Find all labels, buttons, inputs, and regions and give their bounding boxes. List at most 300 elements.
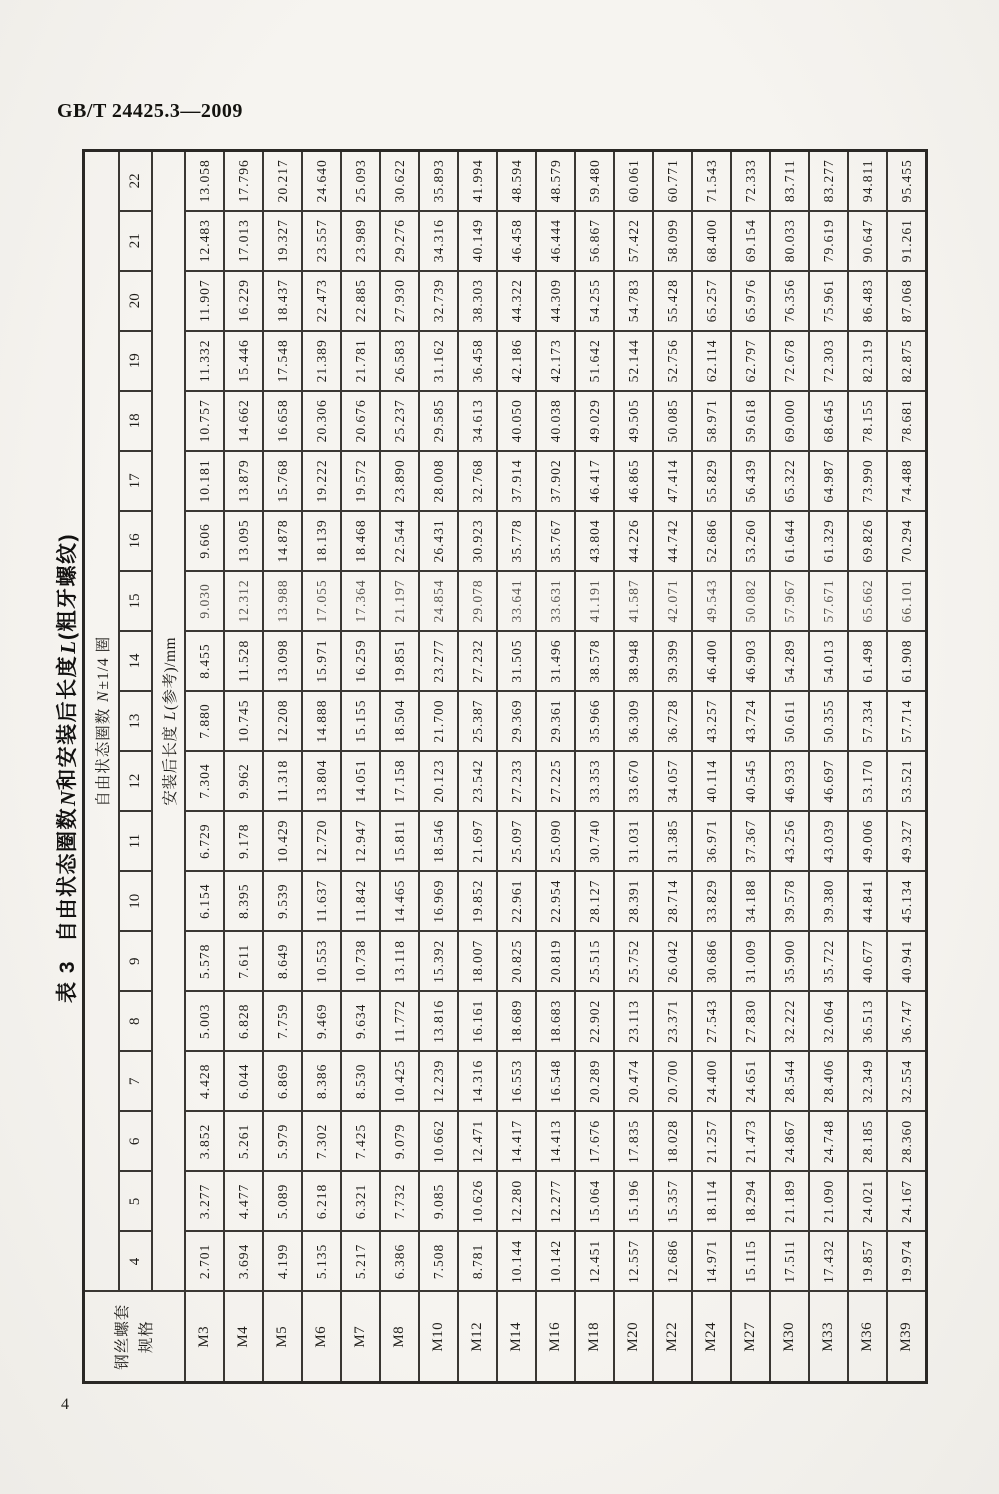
length-value-cell: 10.429 xyxy=(263,811,302,871)
length-value-cell: 12.471 xyxy=(458,1111,497,1171)
spec-label: M4 xyxy=(224,1292,263,1383)
length-value-cell: 14.878 xyxy=(263,511,302,571)
table-title-l-variable: L xyxy=(56,641,80,654)
length-value-cell: 64.987 xyxy=(809,451,848,511)
n-value-header: 19 xyxy=(119,331,152,391)
length-value-cell: 38.303 xyxy=(458,271,497,331)
length-value-cell: 62.797 xyxy=(731,331,770,391)
length-value-cell: 23.557 xyxy=(302,211,341,271)
table-row xyxy=(653,151,692,1383)
length-value-cell: 12.720 xyxy=(302,811,341,871)
length-value-cell: 56.439 xyxy=(731,451,770,511)
length-value-cell: 13.098 xyxy=(263,631,302,691)
spec-label: M33 xyxy=(809,1292,848,1383)
length-value-cell: 30.740 xyxy=(575,811,614,871)
length-value-cell: 76.356 xyxy=(770,271,809,331)
length-value-cell: 35.767 xyxy=(536,511,575,571)
table-row xyxy=(185,151,224,1383)
length-value-cell: 86.483 xyxy=(848,271,887,331)
length-value-cell: 57.967 xyxy=(770,571,809,631)
length-value-cell: 6.044 xyxy=(224,1051,263,1111)
length-value-cell: 31.009 xyxy=(731,931,770,991)
length-value-cell: 14.417 xyxy=(497,1111,536,1171)
length-value-cell: 33.631 xyxy=(536,571,575,631)
spec-label: M30 xyxy=(770,1292,809,1383)
length-value-cell: 12.686 xyxy=(653,1231,692,1291)
length-value-cell: 24.854 xyxy=(419,571,458,631)
length-value-cell: 52.144 xyxy=(614,331,653,391)
length-value-cell: 53.170 xyxy=(848,751,887,811)
spec-label: M12 xyxy=(458,1292,497,1383)
length-value-cell: 17.432 xyxy=(809,1231,848,1291)
length-value-cell: 21.781 xyxy=(341,331,380,391)
length-value-cell: 28.391 xyxy=(614,871,653,931)
length-value-cell: 25.387 xyxy=(458,691,497,751)
length-value-cell: 9.030 xyxy=(185,571,224,631)
length-value-cell: 6.729 xyxy=(185,811,224,871)
length-value-cell: 15.155 xyxy=(341,691,380,751)
length-value-cell: 17.548 xyxy=(263,331,302,391)
length-value-cell: 31.031 xyxy=(614,811,653,871)
length-value-cell: 18.689 xyxy=(497,991,536,1051)
length-value-cell: 8.781 xyxy=(458,1231,497,1291)
length-value-cell: 37.367 xyxy=(731,811,770,871)
length-value-cell: 21.700 xyxy=(419,691,458,751)
length-value-cell: 18.468 xyxy=(341,511,380,571)
length-value-cell: 46.444 xyxy=(536,211,575,271)
n-value-header: 12 xyxy=(119,751,152,811)
length-value-cell: 28.360 xyxy=(887,1111,927,1171)
length-value-cell: 30.923 xyxy=(458,511,497,571)
length-value-cell: 4.477 xyxy=(224,1171,263,1231)
length-value-cell: 17.158 xyxy=(380,751,419,811)
table-title-n-variable: N xyxy=(56,790,80,806)
length-value-cell: 32.554 xyxy=(887,1051,927,1111)
length-value-cell: 4.428 xyxy=(185,1051,224,1111)
length-value-cell: 61.498 xyxy=(848,631,887,691)
length-value-cell: 65.662 xyxy=(848,571,887,631)
length-value-cell: 27.543 xyxy=(692,991,731,1051)
length-value-cell: 83.277 xyxy=(809,151,848,211)
table-row xyxy=(575,151,614,1383)
length-value-cell: 16.553 xyxy=(497,1051,536,1111)
length-value-cell: 28.544 xyxy=(770,1051,809,1111)
length-value-cell: 78.681 xyxy=(887,391,927,451)
length-value-cell: 49.543 xyxy=(692,571,731,631)
length-value-cell: 14.465 xyxy=(380,871,419,931)
length-value-cell: 34.057 xyxy=(653,751,692,811)
length-value-cell: 65.257 xyxy=(692,271,731,331)
length-value-cell: 5.261 xyxy=(224,1111,263,1171)
length-value-cell: 32.739 xyxy=(419,271,458,331)
length-value-cell: 17.835 xyxy=(614,1111,653,1171)
n-value-header: 17 xyxy=(119,451,152,511)
length-value-cell: 52.686 xyxy=(692,511,731,571)
length-value-cell: 33.641 xyxy=(497,571,536,631)
length-value-cell: 13.095 xyxy=(224,511,263,571)
table-row xyxy=(341,151,380,1383)
table-title-suffix: (粗牙螺纹) xyxy=(56,533,79,640)
length-value-cell: 18.114 xyxy=(692,1171,731,1231)
length-value-cell: 72.303 xyxy=(809,331,848,391)
length-value-cell: 39.399 xyxy=(653,631,692,691)
length-value-cell: 15.392 xyxy=(419,931,458,991)
length-value-cell: 9.178 xyxy=(224,811,263,871)
length-value-cell: 22.473 xyxy=(302,271,341,331)
length-value-cell: 46.417 xyxy=(575,451,614,511)
length-value-cell: 8.386 xyxy=(302,1051,341,1111)
length-value-cell: 6.154 xyxy=(185,871,224,931)
length-value-cell: 35.893 xyxy=(419,151,458,211)
group-header-tolerance: ±1/4 圈 xyxy=(94,635,112,690)
length-value-cell: 91.261 xyxy=(887,211,927,271)
length-value-cell: 16.658 xyxy=(263,391,302,451)
length-value-cell: 18.294 xyxy=(731,1171,770,1231)
length-value-cell: 9.634 xyxy=(341,991,380,1051)
length-value-cell: 12.483 xyxy=(185,211,224,271)
length-value-cell: 13.804 xyxy=(302,751,341,811)
length-value-cell: 21.697 xyxy=(458,811,497,871)
length-value-cell: 54.289 xyxy=(770,631,809,691)
length-value-cell: 43.724 xyxy=(731,691,770,751)
length-value-cell: 10.745 xyxy=(224,691,263,751)
length-value-cell: 22.885 xyxy=(341,271,380,331)
n-value-header: 20 xyxy=(119,271,152,331)
length-value-cell: 46.933 xyxy=(770,751,809,811)
length-value-cell: 49.006 xyxy=(848,811,887,871)
table-row xyxy=(536,151,575,1383)
length-value-cell: 39.380 xyxy=(809,871,848,931)
length-value-cell: 40.149 xyxy=(458,211,497,271)
coils-length-table xyxy=(82,149,928,1384)
length-value-cell: 72.333 xyxy=(731,151,770,211)
group-header-n-variable: N xyxy=(94,690,112,702)
spec-label: M16 xyxy=(536,1292,575,1383)
n-value-header: 9 xyxy=(119,931,152,991)
length-value-cell: 19.327 xyxy=(263,211,302,271)
length-value-cell: 29.369 xyxy=(497,691,536,751)
length-value-cell: 10.425 xyxy=(380,1051,419,1111)
length-value-cell: 10.626 xyxy=(458,1171,497,1231)
length-value-cell: 6.218 xyxy=(302,1171,341,1231)
length-value-cell: 13.879 xyxy=(224,451,263,511)
length-value-cell: 6.828 xyxy=(224,991,263,1051)
length-value-cell: 11.637 xyxy=(302,871,341,931)
sub-header-row xyxy=(152,151,185,1383)
length-value-cell: 42.173 xyxy=(536,331,575,391)
corner-header-line1: 钢丝螺套 xyxy=(114,1303,132,1370)
length-value-cell: 44.226 xyxy=(614,511,653,571)
length-value-cell: 32.349 xyxy=(848,1051,887,1111)
length-value-cell: 5.217 xyxy=(341,1231,380,1291)
length-value-cell: 59.618 xyxy=(731,391,770,451)
length-value-cell: 40.545 xyxy=(731,751,770,811)
length-value-cell: 23.542 xyxy=(458,751,497,811)
length-value-cell: 7.611 xyxy=(224,931,263,991)
length-value-cell: 46.400 xyxy=(692,631,731,691)
length-value-cell: 10.553 xyxy=(302,931,341,991)
length-value-cell: 12.312 xyxy=(224,571,263,631)
spec-label: M18 xyxy=(575,1292,614,1383)
table-row xyxy=(887,151,927,1383)
corner-header-line2: 规格 xyxy=(137,1320,155,1354)
length-value-cell: 22.902 xyxy=(575,991,614,1051)
length-value-cell: 36.309 xyxy=(614,691,653,751)
length-value-cell: 43.039 xyxy=(809,811,848,871)
length-value-cell: 30.622 xyxy=(380,151,419,211)
n-value-header: 13 xyxy=(119,691,152,751)
length-value-cell: 47.414 xyxy=(653,451,692,511)
length-value-cell: 10.757 xyxy=(185,391,224,451)
rotated-table-container xyxy=(48,152,914,1384)
length-value-cell: 69.154 xyxy=(731,211,770,271)
length-value-cell: 21.257 xyxy=(692,1111,731,1171)
length-value-cell: 43.256 xyxy=(770,811,809,871)
length-value-cell: 57.334 xyxy=(848,691,887,751)
length-value-cell: 75.961 xyxy=(809,271,848,331)
length-value-cell: 61.644 xyxy=(770,511,809,571)
length-value-cell: 55.428 xyxy=(653,271,692,331)
length-value-cell: 34.613 xyxy=(458,391,497,451)
length-value-cell: 55.829 xyxy=(692,451,731,511)
length-value-cell: 35.722 xyxy=(809,931,848,991)
length-value-cell: 8.649 xyxy=(263,931,302,991)
n-value-header: 14 xyxy=(119,631,152,691)
length-value-cell: 35.900 xyxy=(770,931,809,991)
length-value-cell: 65.322 xyxy=(770,451,809,511)
length-value-cell: 13.988 xyxy=(263,571,302,631)
length-value-cell: 31.385 xyxy=(653,811,692,871)
length-value-cell: 46.903 xyxy=(731,631,770,691)
length-value-cell: 60.771 xyxy=(653,151,692,211)
length-value-cell: 21.473 xyxy=(731,1111,770,1171)
length-value-cell: 13.058 xyxy=(185,151,224,211)
length-value-cell: 22.961 xyxy=(497,871,536,931)
length-value-cell: 5.003 xyxy=(185,991,224,1051)
length-value-cell: 54.255 xyxy=(575,271,614,331)
length-value-cell: 28.406 xyxy=(809,1051,848,1111)
table-row xyxy=(848,151,887,1383)
length-value-cell: 18.139 xyxy=(302,511,341,571)
length-value-cell: 18.028 xyxy=(653,1111,692,1171)
length-value-cell: 46.865 xyxy=(614,451,653,511)
length-value-cell: 2.701 xyxy=(185,1231,224,1291)
length-value-cell: 3.694 xyxy=(224,1231,263,1291)
length-value-cell: 12.947 xyxy=(341,811,380,871)
table-row xyxy=(419,151,458,1383)
length-value-cell: 51.642 xyxy=(575,331,614,391)
spec-label: M3 xyxy=(185,1292,224,1383)
length-value-cell: 15.196 xyxy=(614,1171,653,1231)
group-header-text: 自由状态圈数 xyxy=(94,702,112,807)
length-value-cell: 18.007 xyxy=(458,931,497,991)
table-row xyxy=(458,151,497,1383)
length-value-cell: 58.971 xyxy=(692,391,731,451)
length-value-cell: 53.521 xyxy=(887,751,927,811)
length-value-cell: 25.097 xyxy=(497,811,536,871)
length-value-cell: 24.021 xyxy=(848,1171,887,1231)
length-value-cell: 44.742 xyxy=(653,511,692,571)
length-value-cell: 19.572 xyxy=(341,451,380,511)
n-value-header: 22 xyxy=(119,151,152,211)
length-value-cell: 16.548 xyxy=(536,1051,575,1111)
length-value-cell: 94.811 xyxy=(848,151,887,211)
table-row xyxy=(302,151,341,1383)
length-value-cell: 11.318 xyxy=(263,751,302,811)
length-value-cell: 16.969 xyxy=(419,871,458,931)
length-value-cell: 25.237 xyxy=(380,391,419,451)
length-value-cell: 50.082 xyxy=(731,571,770,631)
length-value-cell: 16.161 xyxy=(458,991,497,1051)
n-values-row xyxy=(119,151,152,1383)
length-value-cell: 16.229 xyxy=(224,271,263,331)
length-value-cell: 52.756 xyxy=(653,331,692,391)
length-value-cell: 9.539 xyxy=(263,871,302,931)
length-value-cell: 20.825 xyxy=(497,931,536,991)
length-value-cell: 23.277 xyxy=(419,631,458,691)
length-value-cell: 7.508 xyxy=(419,1231,458,1291)
length-value-cell: 40.941 xyxy=(887,931,927,991)
length-value-cell: 10.181 xyxy=(185,451,224,511)
n-value-header: 6 xyxy=(119,1111,152,1171)
length-value-cell: 7.304 xyxy=(185,751,224,811)
length-value-cell: 22.954 xyxy=(536,871,575,931)
length-value-cell: 41.191 xyxy=(575,571,614,631)
length-value-cell: 73.990 xyxy=(848,451,887,511)
table-title-middle: 和安装后长度 xyxy=(56,654,79,790)
length-value-cell: 9.606 xyxy=(185,511,224,571)
length-value-cell: 27.930 xyxy=(380,271,419,331)
length-value-cell: 12.451 xyxy=(575,1231,614,1291)
length-value-cell: 17.013 xyxy=(224,211,263,271)
length-value-cell: 43.257 xyxy=(692,691,731,751)
spec-label: M5 xyxy=(263,1292,302,1383)
spec-label: M20 xyxy=(614,1292,653,1383)
length-value-cell: 57.671 xyxy=(809,571,848,631)
length-value-cell: 46.697 xyxy=(809,751,848,811)
length-value-cell: 40.038 xyxy=(536,391,575,451)
length-value-cell: 90.647 xyxy=(848,211,887,271)
length-value-cell: 61.329 xyxy=(809,511,848,571)
length-value-cell: 26.583 xyxy=(380,331,419,391)
length-value-cell: 13.816 xyxy=(419,991,458,1051)
length-value-cell: 44.841 xyxy=(848,871,887,931)
length-value-cell: 28.008 xyxy=(419,451,458,511)
length-value-cell: 4.199 xyxy=(263,1231,302,1291)
n-value-header: 10 xyxy=(119,871,152,931)
length-value-cell: 68.645 xyxy=(809,391,848,451)
length-value-cell: 27.830 xyxy=(731,991,770,1051)
n-value-header: 21 xyxy=(119,211,152,271)
length-value-cell: 14.971 xyxy=(692,1231,731,1291)
length-value-cell: 36.513 xyxy=(848,991,887,1051)
table-row xyxy=(497,151,536,1383)
length-value-cell: 8.530 xyxy=(341,1051,380,1111)
length-value-cell: 22.544 xyxy=(380,511,419,571)
length-value-cell: 31.162 xyxy=(419,331,458,391)
length-value-cell: 21.197 xyxy=(380,571,419,631)
length-value-cell: 61.908 xyxy=(887,631,927,691)
length-value-cell: 37.902 xyxy=(536,451,575,511)
length-value-cell: 43.804 xyxy=(575,511,614,571)
length-value-cell: 11.528 xyxy=(224,631,263,691)
length-value-cell: 42.071 xyxy=(653,571,692,631)
length-value-cell: 14.316 xyxy=(458,1051,497,1111)
length-value-cell: 19.852 xyxy=(458,871,497,931)
length-value-cell: 39.578 xyxy=(770,871,809,931)
n-value-header: 18 xyxy=(119,391,152,451)
length-value-cell: 36.747 xyxy=(887,991,927,1051)
length-value-cell: 34.316 xyxy=(419,211,458,271)
length-value-cell: 15.971 xyxy=(302,631,341,691)
length-value-cell: 46.458 xyxy=(497,211,536,271)
sub-header-text: 安装后长度 xyxy=(161,721,179,806)
length-value-cell: 5.578 xyxy=(185,931,224,991)
length-value-cell: 69.826 xyxy=(848,511,887,571)
length-value-cell: 5.089 xyxy=(263,1171,302,1231)
length-value-cell: 20.819 xyxy=(536,931,575,991)
length-value-cell: 7.732 xyxy=(380,1171,419,1231)
length-value-cell: 9.469 xyxy=(302,991,341,1051)
length-value-cell: 66.101 xyxy=(887,571,927,631)
length-value-cell: 11.332 xyxy=(185,331,224,391)
length-value-cell: 3.852 xyxy=(185,1111,224,1171)
length-value-cell: 48.579 xyxy=(536,151,575,211)
spec-label: M27 xyxy=(731,1292,770,1383)
length-value-cell: 10.738 xyxy=(341,931,380,991)
length-value-cell: 35.966 xyxy=(575,691,614,751)
length-value-cell: 25.515 xyxy=(575,931,614,991)
length-value-cell: 19.857 xyxy=(848,1231,887,1291)
length-value-cell: 56.867 xyxy=(575,211,614,271)
length-value-cell: 6.386 xyxy=(380,1231,419,1291)
length-value-cell: 20.700 xyxy=(653,1051,692,1111)
length-value-cell: 18.546 xyxy=(419,811,458,871)
length-value-cell: 12.208 xyxy=(263,691,302,751)
length-value-cell: 10.144 xyxy=(497,1231,536,1291)
group-header-row xyxy=(84,151,120,1383)
n-value-header: 4 xyxy=(119,1231,152,1291)
length-value-cell: 3.277 xyxy=(185,1171,224,1231)
length-value-cell: 10.662 xyxy=(419,1111,458,1171)
length-value-cell: 29.078 xyxy=(458,571,497,631)
length-value-cell: 14.413 xyxy=(536,1111,575,1171)
length-value-cell: 19.222 xyxy=(302,451,341,511)
length-value-cell: 21.090 xyxy=(809,1171,848,1231)
length-value-cell: 20.217 xyxy=(263,151,302,211)
length-value-cell: 20.676 xyxy=(341,391,380,451)
table-row xyxy=(692,151,731,1383)
length-value-cell: 50.355 xyxy=(809,691,848,751)
length-value-cell: 23.371 xyxy=(653,991,692,1051)
table-row xyxy=(614,151,653,1383)
length-value-cell: 27.225 xyxy=(536,751,575,811)
length-value-cell: 26.042 xyxy=(653,931,692,991)
length-value-cell: 14.051 xyxy=(341,751,380,811)
length-value-cell: 5.135 xyxy=(302,1231,341,1291)
length-value-cell: 49.505 xyxy=(614,391,653,451)
spec-label: M8 xyxy=(380,1292,419,1383)
length-value-cell: 15.768 xyxy=(263,451,302,511)
length-value-cell: 24.748 xyxy=(809,1111,848,1171)
length-value-cell: 68.400 xyxy=(692,211,731,271)
length-value-cell: 82.875 xyxy=(887,331,927,391)
table-row xyxy=(263,151,302,1383)
length-value-cell: 23.113 xyxy=(614,991,653,1051)
length-value-cell: 15.115 xyxy=(731,1231,770,1291)
length-value-cell: 33.829 xyxy=(692,871,731,931)
length-value-cell: 26.431 xyxy=(419,511,458,571)
